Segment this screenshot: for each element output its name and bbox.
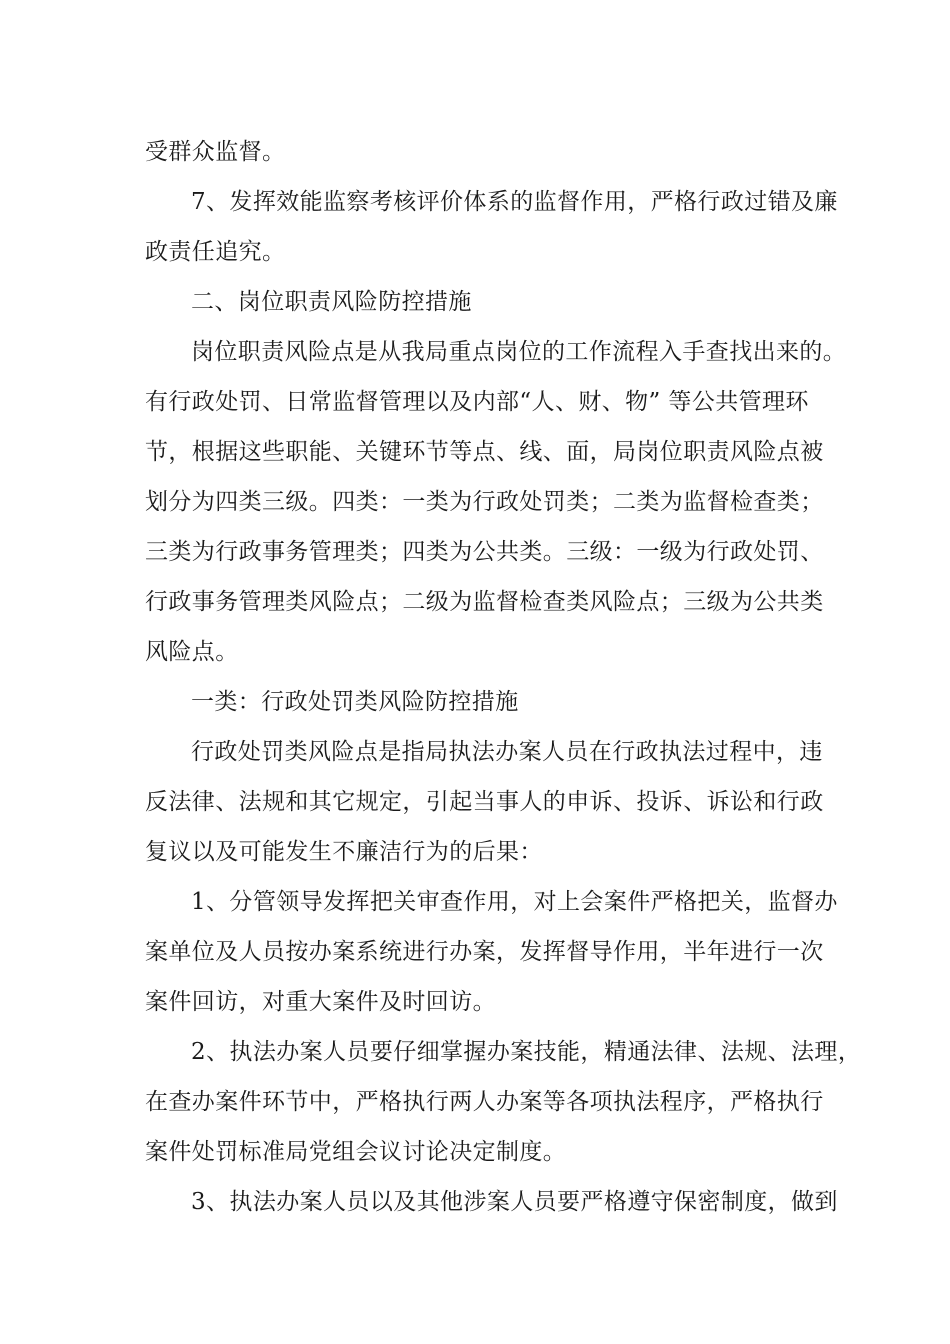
text-line: 划分为四类三级。四类：一类为行政处罚类；二类为监督检查类； <box>145 489 824 515</box>
text-line: 有行政处罚、日常监督管理以及内部“人、财、物” 等公共管理环 <box>145 389 809 415</box>
text-line: 2、执法办案人员要仔细掌握办案技能，精通法律、法规、法理， <box>191 1039 862 1065</box>
text-line: 风险点。 <box>145 639 239 665</box>
text-line: 政责任追究。 <box>145 239 286 265</box>
text-line: 反法律、法规和其它规定，引起当事人的申诉、投诉、诉讼和行政 <box>145 789 824 815</box>
text-line: 行政处罚类风险点是指局执法办案人员在行政执法过程中，违 <box>191 739 823 765</box>
subsection-heading: 一类：行政处罚类风险防控措施 <box>191 689 519 715</box>
text-line: 3、执法办案人员以及其他涉案人员要严格遵守保密制度，做到 <box>191 1189 838 1215</box>
section-heading: 二、岗位职责风险防控措施 <box>191 289 472 315</box>
text-line: 复议以及可能发生不廉洁行为的后果： <box>145 839 543 865</box>
text-line: 1、分管领导发挥把关审查作用，对上会案件严格把关，监督办 <box>191 889 838 915</box>
text-line: 7、发挥效能监察考核评价体系的监督作用，严格行政过错及廉 <box>191 189 838 215</box>
text-line: 受群众监督。 <box>145 139 286 165</box>
text-line: 行政事务管理类风险点；二级为监督检查类风险点；三级为公共类 <box>145 589 824 615</box>
text-line: 节，根据这些职能、关键环节等点、线、面，局岗位职责风险点被 <box>145 439 824 465</box>
text-line: 岗位职责风险点是从我局重点岗位的工作流程入手查找出来的。 <box>191 339 847 365</box>
text-line: 在查办案件环节中，严格执行两人办案等各项执法程序，严格执行 <box>145 1089 824 1115</box>
text-line: 三类为行政事务管理类；四类为公共类。三级：一级为行政处罚、 <box>145 539 824 565</box>
text-line: 案件回访，对重大案件及时回访。 <box>145 989 496 1015</box>
text-line: 案件处罚标准局党组会议讨论决定制度。 <box>145 1139 567 1165</box>
text-line: 案单位及人员按办案系统进行办案，发挥督导作用，半年进行一次 <box>145 939 824 965</box>
